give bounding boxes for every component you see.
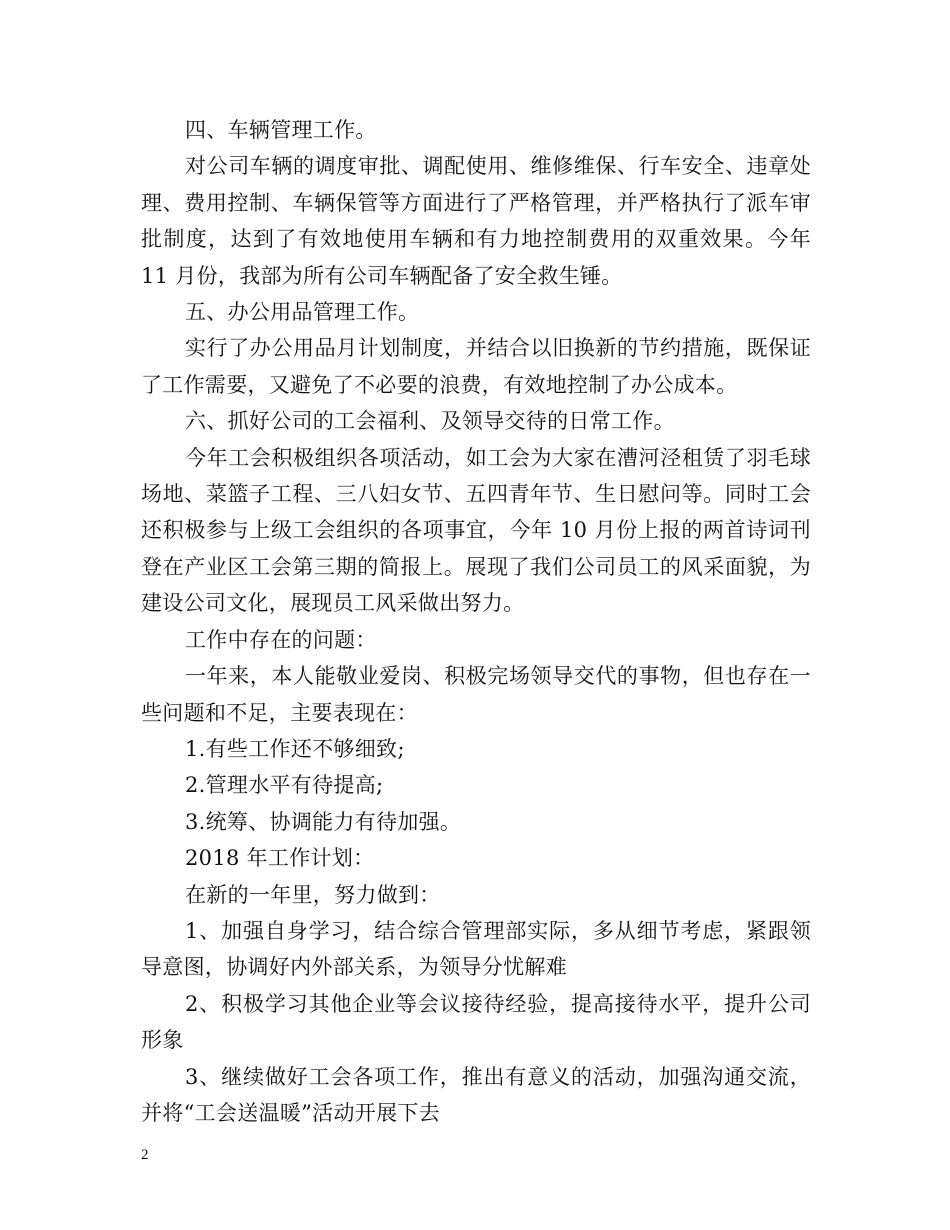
text-line: 导意图，协调好内外部关系，为领导分忧解难 [141,955,567,980]
text-line: 了工作需要，又避免了不必要的浪费，有效地控制了办公成本。 [141,372,738,397]
text-line: 3.统筹、协调能力有待加强。 [185,809,462,834]
text-line: 今年工会积极组织各项活动，如工会为大家在漕河泾租赁了羽毛球 [185,445,811,470]
text-line: 五、办公用品管理工作。 [185,300,420,325]
text-line: 还积极参与上级工会组织的各项事宜，今年 10 月份上报的两首诗词刊 [141,518,811,543]
text-line: 实行了办公用品月计划制度，并结合以旧换新的节约措施，既保证 [185,336,811,361]
text-line: 形象 [141,1028,184,1053]
text-line: 批制度，达到了有效地使用车辆和有力地控制费用的双重效果。今年 [141,227,811,252]
text-line: 一年来，本人能敬业爱岗、积极完场领导交代的事物，但也存在一 [185,664,811,689]
text-line: 四、车辆管理工作。 [185,118,377,142]
text-line: 2.管理水平有待提高; [185,773,384,798]
text-line: 1.有些工作还不够细致; [185,736,405,761]
text-line: 场地、菜篮子工程、三八妇女节、五四青年节、生日慰问等。同时工会 [141,482,811,507]
text-line: 对公司车辆的调度审批、调配使用、维修维保、行车安全、违章处 [185,154,811,179]
page-number: 2 [141,1147,149,1163]
text-line: 建设公司文化，展现员工风采做出努力。 [141,591,525,616]
text-line: 并将“工会送温暖”活动开展下去 [141,1100,440,1125]
text-line: 六、抓好公司的工会福利、及领导交待的日常工作。 [185,409,675,434]
text-line: 2、积极学习其他企业等会议接待经验，提高接待水平，提升公司 [185,991,811,1016]
text-line: 1、加强自身学习，结合综合管理部实际，多从细节考虑，紧跟领 [185,918,811,943]
text-line: 11 月份，我部为所有公司车辆配备了安全救生锤。 [141,263,623,288]
text-line: 3、继续做好工会各项工作，推出有意义的活动，加强沟通交流， [185,1064,811,1089]
text-line: 理、费用控制、车辆保管等方面进行了严格管理，并严格执行了派车审 [141,190,811,215]
text-line: 登在产业区工会第三期的简报上。展现了我们公司员工的风采面貌，为 [141,554,811,579]
text-line: 2018 年工作计划： [185,846,375,871]
text-line: 在新的一年里，努力做到： [185,882,441,907]
text-line: 些问题和不足，主要表现在： [141,700,418,725]
document-body [141,112,811,1131]
text-line: 工作中存在的问题： [185,627,377,652]
